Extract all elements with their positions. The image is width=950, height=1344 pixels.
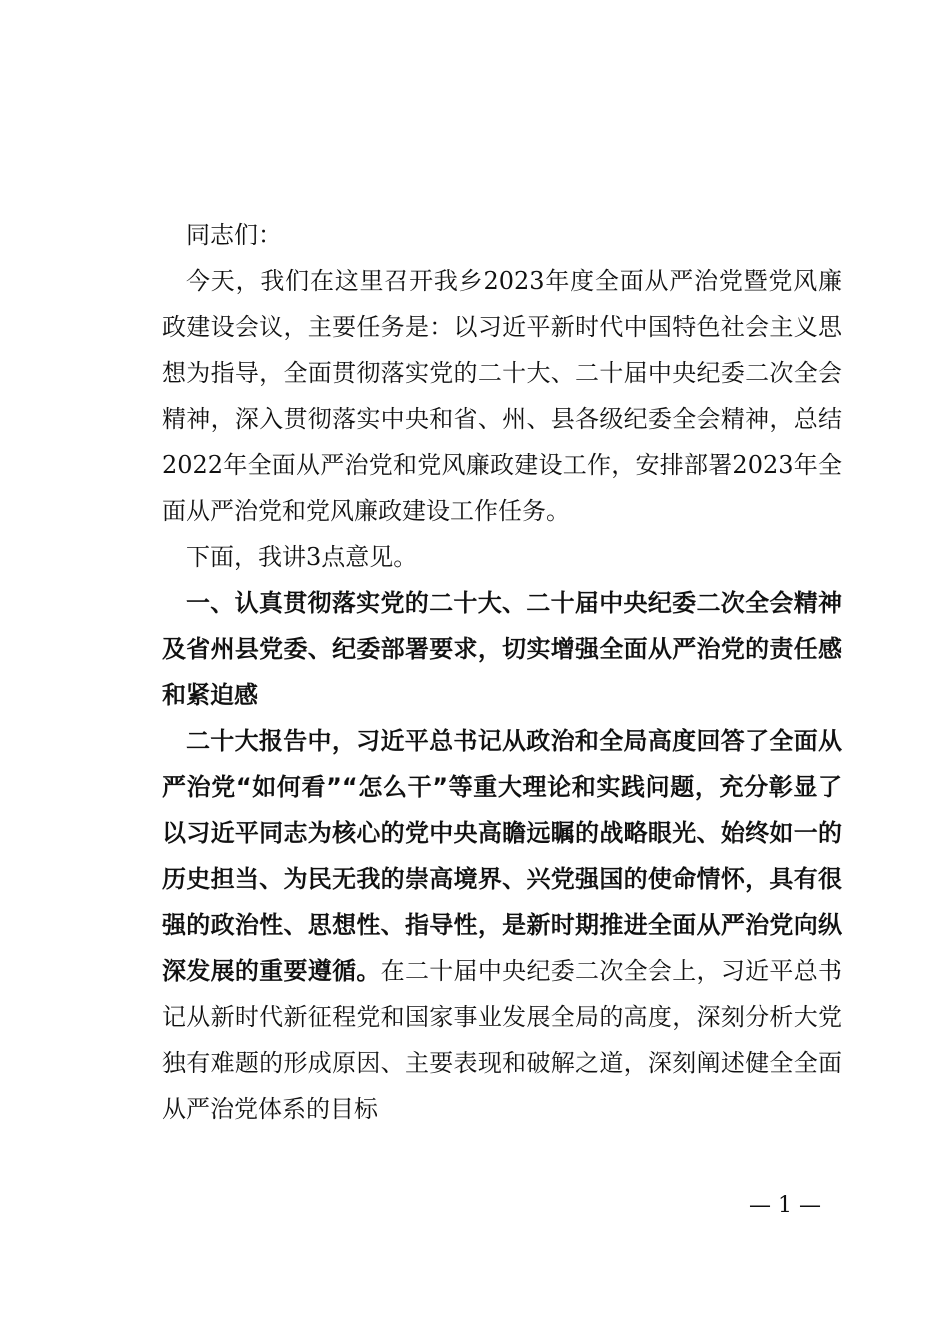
section-1-bold-text: 二十大报告中，习近平总书记从政治和全局高度回答了全面从严治党“如何看”“怎么干”等重大理论和实践问题，充分彰显了以习近平同志为核心的党中央高瞻远瞩的战略眼光、始终如一的历史担当、为民无我的崇高境界、兴党强国的使命情怀，具有很强的政治性、思想性、指导性，是新时期推进全面从严治党向纵深发展的重要遵循。 xyxy=(162,727,842,985)
section-heading-1: 一、认真贯彻落实党的二十大、二十届中央纪委二次全会精神及省州县党委、纪委部署要求，切实增强全面从严治党的责任感和紧迫感 xyxy=(162,589,842,709)
page-number: — 1 — xyxy=(749,1193,821,1218)
document-body xyxy=(162,212,842,1132)
intro-paragraph: 今天，我们在这里召开我乡2023年度全面从严治党暨党风廉政建设会议，主要任务是：以习近平新时代中国特色社会主义思想为指导，全面贯彻落实党的二十大、二十届中央纪委二次全会精神，深入贯彻落实中央和省、州、县各级纪委全会精神，总结2022年全面从严治党和党风廉政建设工作，安排部署2023年全面从严治党和党风廉政建设工作任务。 xyxy=(162,267,842,525)
section-1-regular-text: 在二十届中央纪委二次全会上，习近平总书记从新时代新征程党和国家事业发展全局的高度，深刻分析大党独有难题的形成原因、主要表现和破解之道，深刻阐述健全全面从严治党体系的目标 xyxy=(162,957,843,1123)
section-1-paragraph xyxy=(162,718,842,1132)
salutation: 同志们： xyxy=(186,221,282,249)
outline-paragraph: 下面，我讲3点意见。 xyxy=(186,543,418,571)
